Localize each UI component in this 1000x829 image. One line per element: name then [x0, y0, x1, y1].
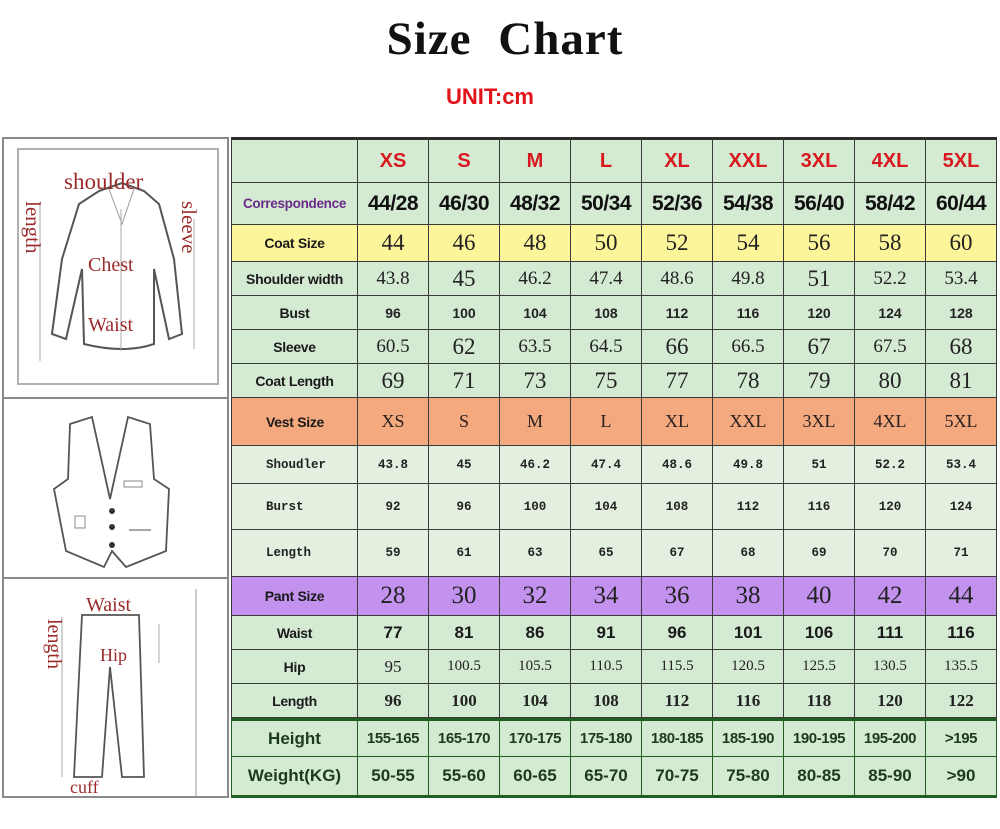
table-cell: 53.4 [926, 446, 997, 484]
table-cell: 52.2 [855, 446, 926, 484]
sleeve-row [231, 330, 998, 364]
table-cell: 44 [926, 577, 997, 616]
table-cell: 77 [642, 364, 713, 398]
table-cell: 100 [500, 484, 571, 530]
coat-size-row [231, 225, 998, 262]
row-label: Shoudler [231, 446, 358, 484]
table-cell: 50 [571, 225, 642, 262]
table-cell: 96 [429, 484, 500, 530]
page-title: Size Chart [386, 13, 624, 65]
table-cell: 67 [642, 530, 713, 577]
table-cell: 46 [429, 225, 500, 262]
pants-hip-label: Hip [100, 645, 127, 665]
table-cell: 44 [358, 225, 429, 262]
row-label: Pant Size [231, 577, 358, 616]
size-header: S [429, 137, 500, 183]
table-cell: 130.5 [855, 650, 926, 684]
shoulder-label: shoulder [64, 169, 144, 194]
table-cell: 5XL [926, 398, 997, 446]
row-label: Waist [231, 616, 358, 650]
table-cell: 92 [358, 484, 429, 530]
table-cell: 63 [500, 530, 571, 577]
table-cell: 116 [926, 616, 997, 650]
table-cell: 86 [500, 616, 571, 650]
table-cell: 135.5 [926, 650, 997, 684]
size-header: M [500, 137, 571, 183]
table-cell: 112 [713, 484, 784, 530]
table-cell: 50-55 [358, 757, 429, 798]
unit-label: UNIT:cm [445, 84, 534, 109]
table-cell: 69 [784, 530, 855, 577]
table-cell: 175-180 [571, 718, 642, 757]
table-cell: 68 [713, 530, 784, 577]
table-cell: 34 [571, 577, 642, 616]
table-cell: 100 [429, 684, 500, 718]
size-header: 5XL [926, 137, 997, 183]
table-cell: 48/32 [500, 183, 571, 225]
table-cell: 81 [429, 616, 500, 650]
table-cell: 58 [855, 225, 926, 262]
table-cell: 118 [784, 684, 855, 718]
table-cell: XXL [713, 398, 784, 446]
pants-diagram-icon [4, 579, 229, 796]
size-header-row [231, 137, 998, 183]
table-cell: 4XL [855, 398, 926, 446]
table-cell: 124 [926, 484, 997, 530]
table-cell: 44/28 [358, 183, 429, 225]
table-cell: XS [358, 398, 429, 446]
weight-row [231, 757, 998, 798]
table-cell: 51 [784, 446, 855, 484]
table-cell: >90 [926, 757, 997, 798]
table-cell: 112 [642, 684, 713, 718]
table-cell: 45 [429, 446, 500, 484]
row-label: Length [231, 684, 358, 718]
pants-waist-row [231, 616, 998, 650]
size-header: XS [358, 137, 429, 183]
table-cell: 60-65 [500, 757, 571, 798]
table-cell: 3XL [784, 398, 855, 446]
vest-size-row [231, 398, 998, 446]
shoulder-width-row [231, 262, 998, 296]
table-cell: 165-170 [429, 718, 500, 757]
row-label: Coat Size [231, 225, 358, 262]
size-header: 4XL [855, 137, 926, 183]
table-cell: 100 [429, 296, 500, 330]
waist-label: Waist [88, 314, 134, 336]
table-cell: 80 [855, 364, 926, 398]
table-cell: 104 [500, 684, 571, 718]
table-cell: 85-90 [855, 757, 926, 798]
table-cell: 96 [642, 616, 713, 650]
table-cell: 48 [500, 225, 571, 262]
coat-diagram-icon [4, 139, 229, 397]
table-cell: 53.4 [926, 262, 997, 296]
table-cell: 106 [784, 616, 855, 650]
table-cell: 63.5 [500, 330, 571, 364]
table-cell: 49.8 [713, 446, 784, 484]
table-cell: 180-185 [642, 718, 713, 757]
vest-illustration-panel [2, 397, 229, 579]
table-cell: 79 [784, 364, 855, 398]
table-cell: 61 [429, 530, 500, 577]
table-cell: 112 [642, 296, 713, 330]
corner-cell [231, 137, 358, 183]
table-cell: 75 [571, 364, 642, 398]
table-cell: 75-80 [713, 757, 784, 798]
table-cell: 60 [926, 225, 997, 262]
pants-waist-label: Waist [86, 594, 132, 616]
correspondence-row [231, 183, 998, 225]
table-cell: 43.8 [358, 262, 429, 296]
table-cell: 115.5 [642, 650, 713, 684]
table-cell: 95 [358, 650, 429, 684]
coat-length-row [231, 364, 998, 398]
table-cell: 59 [358, 530, 429, 577]
table-cell: 48.6 [642, 446, 713, 484]
table-cell: 116 [713, 296, 784, 330]
height-row [231, 718, 998, 757]
sleeve-label: sleeve [177, 201, 201, 254]
table-cell: 56 [784, 225, 855, 262]
table-cell: >195 [926, 718, 997, 757]
coat-illustration-panel [2, 137, 229, 399]
table-cell: 108 [571, 684, 642, 718]
table-cell: 195-200 [855, 718, 926, 757]
table-cell: 185-190 [713, 718, 784, 757]
table-cell: 60/44 [926, 183, 997, 225]
pants-hip-row [231, 650, 998, 684]
table-cell: 45 [429, 262, 500, 296]
row-label: Weight(KG) [231, 757, 358, 798]
table-cell: 60.5 [358, 330, 429, 364]
vest-shoulder-row [231, 446, 998, 484]
table-cell: 65-70 [571, 757, 642, 798]
table-cell: S [429, 398, 500, 446]
row-label: Length [231, 530, 358, 577]
pants-illustration-panel [2, 577, 229, 798]
table-cell: 54 [713, 225, 784, 262]
table-cell: 68 [926, 330, 997, 364]
table-cell: 96 [358, 296, 429, 330]
table-cell: 128 [926, 296, 997, 330]
vest-diagram-icon [4, 399, 229, 577]
chest-label: Chest [88, 254, 134, 276]
table-cell: 120 [784, 296, 855, 330]
table-cell: 38 [713, 577, 784, 616]
row-label: Sleeve [231, 330, 358, 364]
table-cell: 46.2 [500, 262, 571, 296]
size-header: XXL [713, 137, 784, 183]
table-cell: 43.8 [358, 446, 429, 484]
table-cell: 51 [784, 262, 855, 296]
table-cell: 70-75 [642, 757, 713, 798]
table-cell: 120.5 [713, 650, 784, 684]
table-cell: 54/38 [713, 183, 784, 225]
table-cell: 42 [855, 577, 926, 616]
table-cell: 91 [571, 616, 642, 650]
row-label: Bust [231, 296, 358, 330]
table-cell: 30 [429, 577, 500, 616]
table-cell: 96 [358, 684, 429, 718]
table-cell: 124 [855, 296, 926, 330]
table-cell: 71 [926, 530, 997, 577]
table-cell: M [500, 398, 571, 446]
table-cell: 62 [429, 330, 500, 364]
vest-length-row [231, 530, 998, 577]
table-cell: 71 [429, 364, 500, 398]
table-cell: 105.5 [500, 650, 571, 684]
table-cell: 81 [926, 364, 997, 398]
table-cell: 55-60 [429, 757, 500, 798]
table-cell: 67.5 [855, 330, 926, 364]
length-label: length [21, 201, 45, 254]
size-header: XL [642, 137, 713, 183]
table-cell: 66.5 [713, 330, 784, 364]
table-cell: 36 [642, 577, 713, 616]
table-cell: 58/42 [855, 183, 926, 225]
size-header: L [571, 137, 642, 183]
bust-row [231, 296, 998, 330]
table-cell: 80-85 [784, 757, 855, 798]
table-cell: 52/36 [642, 183, 713, 225]
table-cell: 47.4 [571, 262, 642, 296]
table-cell: 52 [642, 225, 713, 262]
table-cell: 48.6 [642, 262, 713, 296]
table-cell: 65 [571, 530, 642, 577]
table-cell: 56/40 [784, 183, 855, 225]
vest-bust-row [231, 484, 998, 530]
table-cell: 49.8 [713, 262, 784, 296]
table-cell: 104 [571, 484, 642, 530]
table-cell: 47.4 [571, 446, 642, 484]
pant-size-row [231, 577, 998, 616]
table-cell: 50/34 [571, 183, 642, 225]
row-label: Hip [231, 650, 358, 684]
table-cell: 116 [713, 684, 784, 718]
pants-length-label: length [43, 619, 65, 669]
table-cell: 70 [855, 530, 926, 577]
table-cell: 73 [500, 364, 571, 398]
table-cell: 32 [500, 577, 571, 616]
table-cell: 104 [500, 296, 571, 330]
table-cell: 78 [713, 364, 784, 398]
table-cell: 155-165 [358, 718, 429, 757]
table-cell: 190-195 [784, 718, 855, 757]
table-cell: 111 [855, 616, 926, 650]
table-cell: 46/30 [429, 183, 500, 225]
size-header: 3XL [784, 137, 855, 183]
table-cell: 46.2 [500, 446, 571, 484]
table-cell: 52.2 [855, 262, 926, 296]
row-label: Coat Length [231, 364, 358, 398]
pants-cuff-label: cuff [70, 777, 99, 796]
table-cell: 69 [358, 364, 429, 398]
row-label: Height [231, 718, 358, 757]
table-cell: XL [642, 398, 713, 446]
row-label: Shoulder width [231, 262, 358, 296]
table-cell: 120 [855, 684, 926, 718]
table-cell: 101 [713, 616, 784, 650]
table-cell: 108 [571, 296, 642, 330]
table-cell: 122 [926, 684, 997, 718]
table-cell: 125.5 [784, 650, 855, 684]
table-cell: 108 [642, 484, 713, 530]
row-label: Burst [231, 484, 358, 530]
table-cell: 67 [784, 330, 855, 364]
row-label: Vest Size [231, 398, 358, 446]
table-cell: L [571, 398, 642, 446]
table-cell: 28 [358, 577, 429, 616]
table-cell: 116 [784, 484, 855, 530]
table-cell: 110.5 [571, 650, 642, 684]
table-cell: 170-175 [500, 718, 571, 757]
table-cell: 64.5 [571, 330, 642, 364]
table-cell: 120 [855, 484, 926, 530]
pants-length-row [231, 684, 998, 718]
table-cell: 40 [784, 577, 855, 616]
table-cell: 66 [642, 330, 713, 364]
table-cell: 100.5 [429, 650, 500, 684]
row-label: Correspondence [231, 183, 358, 225]
table-cell: 77 [358, 616, 429, 650]
